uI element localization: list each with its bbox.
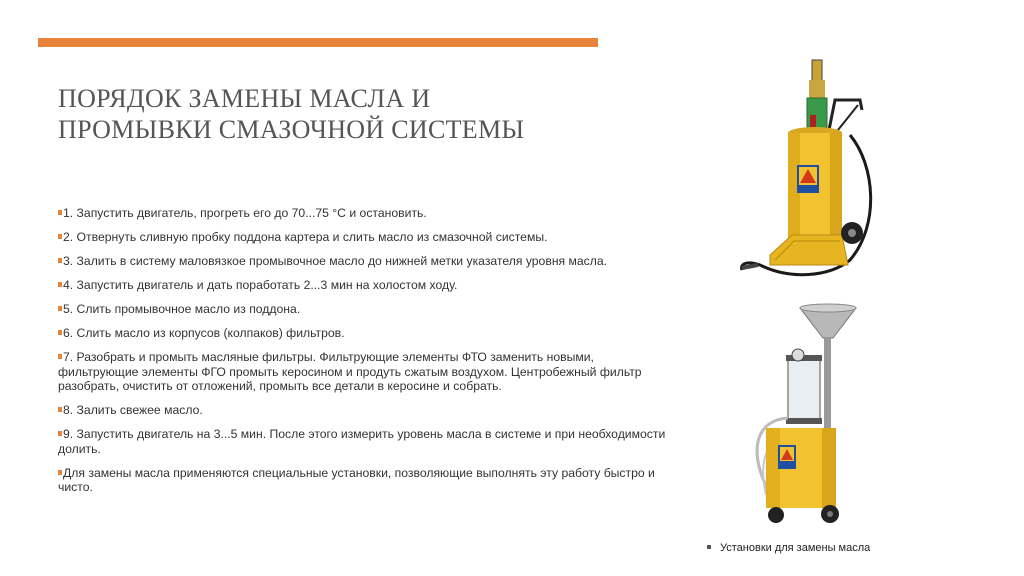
steps-list (58, 206, 673, 504)
grease-pump-image (730, 55, 880, 285)
list-item: 2. Отвернуть сливную пробку поддона картера и слить масло из смазочной системы. (58, 230, 673, 245)
bullet-marker-icon (58, 210, 62, 215)
bullet-marker-icon (58, 407, 62, 412)
list-item: Для замены масла применяются специальные установки, позволяющие выполнять эту работу быстро и чисто. (58, 465, 655, 494)
list-item: 3. Залить в систему маловязкое промывочное масло до нижней метки указателя уровня масла. (58, 254, 673, 269)
list-item: 6. Слить масло из корпусов (колпаков) фильтров. (58, 326, 673, 341)
caption-bullet-icon (707, 545, 711, 549)
list-item: 9. Запустить двигатель на 3...5 мин. После этого измерить уровень масла в системе и при необходимости долить. (58, 427, 666, 456)
oil-drain-unit-image (738, 300, 868, 530)
list-item: 5. Слить промывочное масло из поддона. (58, 302, 673, 317)
bullet-marker-icon (58, 470, 62, 475)
bullet-marker-icon (58, 330, 62, 335)
slide-title (58, 83, 658, 145)
bullet-marker-icon (58, 258, 62, 263)
bullet-marker-icon (58, 282, 62, 287)
list-item: 4. Запустить двигатель и дать поработать 2...3 мин на холостом ходу. (58, 278, 673, 293)
bullet-marker-icon (58, 234, 62, 239)
bullet-marker-icon (58, 354, 62, 359)
list-item: 8. Залить свежее масло. (58, 403, 673, 418)
list-item: 7. Разобрать и промыть масляные фильтры. Фильтрующие элементы ФТО заменить новыми, фильтрующие элементы ФГО промыть керосином и продуть сжатым воздухом. Центробежный фильтр разобрать, очистить от отложений, промыть все детали в керосине и собрать. (58, 350, 642, 393)
title-line-2: ПРОМЫВКИ СМАЗОЧНОЙ СИСТЕМЫ (58, 115, 525, 144)
image-caption: Установки для замены масла (707, 542, 870, 554)
title-line-1: ПОРЯДОК ЗАМЕНЫ МАСЛА И (58, 84, 431, 113)
list-item: 1. Запустить двигатель, прогреть его до 70...75 °С и остановить. (58, 206, 673, 221)
accent-bar (38, 38, 598, 47)
bullet-marker-icon (58, 306, 62, 311)
bullet-marker-icon (58, 431, 62, 436)
